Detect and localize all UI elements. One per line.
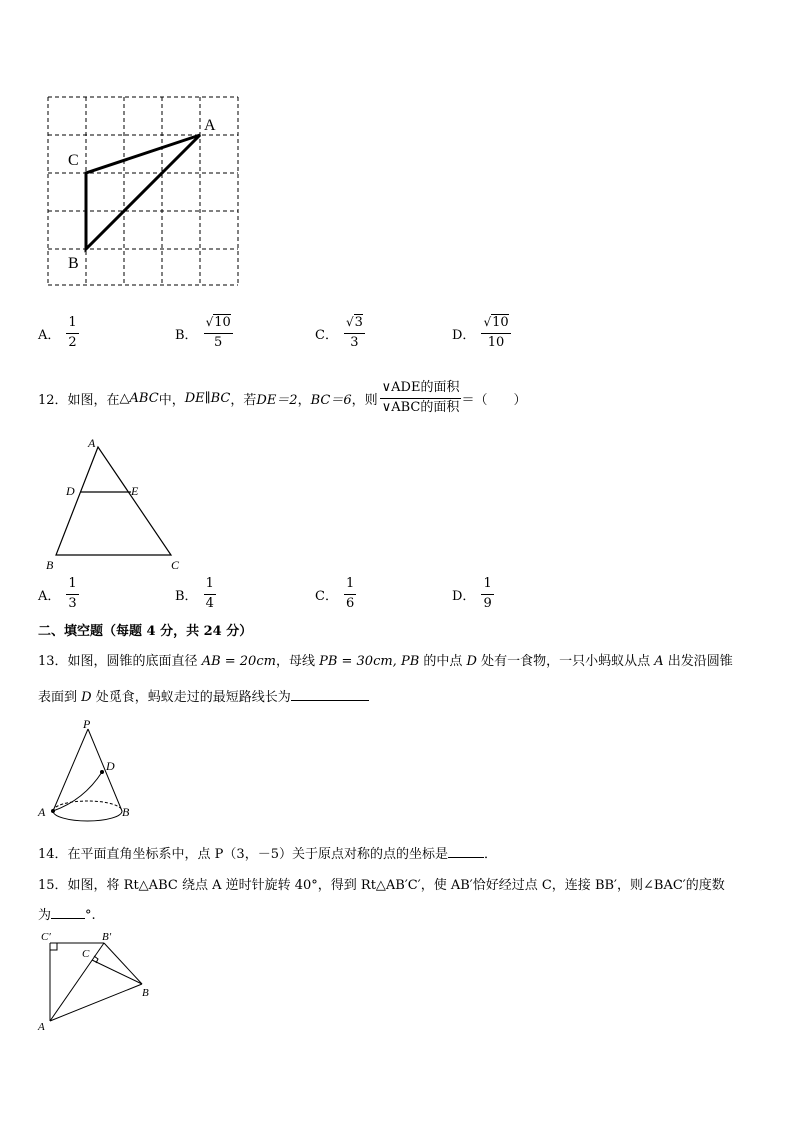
q11-option-a[interactable]	[38, 316, 79, 351]
vertex-d-label: D	[66, 484, 75, 498]
sqrt-icon: √	[483, 315, 492, 329]
option-letter: B．	[175, 588, 198, 604]
option-letter: C．	[315, 588, 338, 604]
answer-blank[interactable]	[448, 857, 484, 858]
vertex-a-label: A	[204, 117, 216, 134]
point-c-prime-label: C′	[41, 931, 51, 943]
point-b-prime-label: B′	[102, 931, 112, 943]
option-letter: D．	[452, 327, 476, 343]
point-d-label: D	[106, 759, 115, 773]
vertex-b-label: B	[46, 558, 54, 572]
option-denominator: 3	[350, 334, 359, 350]
vertex-c-label: C	[171, 558, 180, 572]
area-ratio-denominator: ∨ABC的面积	[381, 399, 460, 415]
option-numerator: 10	[214, 315, 231, 330]
option-denominator: 9	[483, 595, 492, 611]
q11-option-d[interactable]	[452, 316, 511, 351]
option-letter: D．	[452, 588, 476, 604]
point-b-label: B	[122, 805, 130, 819]
q15-stem-line1: 15．如图，将 Rt△ABC 绕点 A 逆时针旋转 40°，得到 Rt△AB′C′，使 AB′恰好经过点 C，连接 BB′，则∠BAC′的度数	[38, 878, 725, 893]
point-b-label: B	[142, 987, 149, 999]
q11-option-c[interactable]	[315, 316, 365, 351]
option-numerator: 1	[344, 577, 356, 595]
option-denominator: 4	[205, 595, 214, 611]
point-a-label: A	[38, 805, 46, 819]
point-a-label: A	[38, 1021, 45, 1033]
grid-triangle-figure	[40, 90, 250, 290]
q12-option-a[interactable]	[38, 577, 79, 612]
option-denominator: 3	[68, 595, 77, 611]
vertex-a-label: A	[88, 436, 96, 450]
q14-stem: 14．在平面直角坐标系中，点 P（3，－5）关于原点对称的点的坐标是 ．	[38, 847, 497, 862]
option-numerator: 1	[66, 577, 78, 595]
vertex-e-label: E	[131, 484, 139, 498]
area-ratio-numerator: ∨ADE的面积	[380, 381, 462, 399]
triangle-de-figure	[40, 436, 200, 576]
option-numerator: 1	[66, 316, 78, 334]
sqrt-icon: √	[345, 315, 354, 329]
q13-stem-line1: 13．如图，圆锥的底面直径 AB = 20cm，母线 PB = 30cm, PB 的中点 D 处有一食物，一只小蚂蚁从点 A 出发沿圆锥	[38, 654, 733, 669]
vertex-b-label: B	[68, 255, 79, 272]
cone-figure	[36, 716, 146, 832]
option-letter: B．	[175, 327, 198, 343]
q11-option-b[interactable]	[175, 316, 233, 351]
option-denominator: 6	[345, 595, 355, 611]
section-heading: 二、填空题（每题 4 分，共 24 分）	[38, 624, 253, 639]
option-letter: C．	[315, 327, 338, 343]
option-numerator: 1	[204, 577, 216, 595]
q13-stem-line2: 表面到 D 处觅食，蚂蚁走过的最短路线长为	[38, 686, 369, 705]
q12-option-b[interactable]	[175, 577, 216, 612]
option-numerator: 10	[492, 315, 509, 330]
q12-stem: 12．如图，在 △ABC 中， DE∥BC ，若 DE＝2 ， BC＝6 ，则 $\frac{\text{∨ADE的面积}}{\text{∨ABC的面积}}$ ＝（ ）	[38, 380, 527, 415]
option-letter: A．	[38, 327, 61, 343]
option-denominator: 10	[487, 334, 505, 350]
rotation-figure	[32, 924, 162, 1036]
point-c-label: C	[82, 948, 90, 960]
answer-blank[interactable]	[291, 700, 369, 701]
option-denominator: 5	[214, 334, 223, 350]
q12-option-d[interactable]	[452, 577, 494, 612]
vertex-p-label: P	[83, 717, 91, 731]
q15-stem-line2: 为 °.	[38, 908, 96, 923]
sqrt-icon: √	[205, 315, 214, 329]
option-numerator: 1	[481, 577, 493, 595]
q12-option-c[interactable]	[315, 577, 356, 612]
option-numerator: 3	[354, 315, 363, 330]
option-letter: A．	[38, 588, 61, 604]
option-denominator: 2	[68, 334, 77, 350]
answer-blank[interactable]	[51, 918, 85, 919]
vertex-c-label: C	[68, 152, 79, 169]
